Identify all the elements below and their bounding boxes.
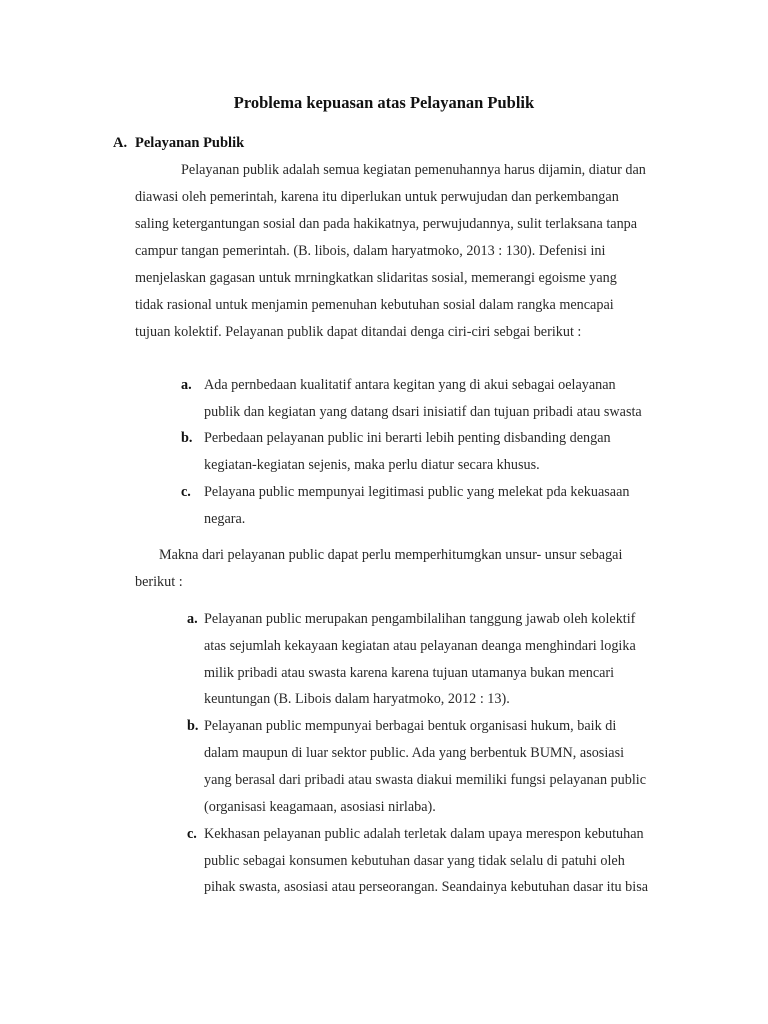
paragraph-line: campur tangan pemerintah. (B. libois, dalam haryatmoko, 2013 : 130). Defenisi ini	[135, 243, 606, 259]
list-item-line: Pelayana public mempunyai legitimasi public yang melekat pda kekuasaan	[204, 484, 630, 500]
list-item-label: b.	[187, 718, 199, 734]
section-heading	[113, 135, 244, 152]
paragraph-line: tidak rasional untuk menjamin pemenuhan kebutuhan sosial dalam rangka mencapai	[135, 297, 614, 313]
section-title: Pelayanan Publik	[135, 135, 245, 151]
list-item-label: c.	[181, 484, 191, 500]
paragraph-line: menjelaskan gagasan untuk mrningkatkan slidaritas sosial, memerangi egoisme yang	[135, 270, 617, 286]
list-item-line: pihak swasta, asosiasi atau perseorangan. Seandainya kebutuhan dasar itu bisa	[204, 879, 649, 895]
paragraph-line: berikut :	[135, 574, 183, 590]
list-item-line: dalam maupun di luar sektor public. Ada yang berbentuk BUMN, asosiasi	[204, 745, 625, 761]
list-item-line: milik pribadi atau swasta karena karena tujuan utamanya bukan mencari	[204, 665, 615, 681]
section-label: A.	[113, 135, 128, 151]
list-item-label: a.	[181, 377, 192, 393]
paragraph-line: Makna dari pelayanan public dapat perlu memperhitumgkan unsur- unsur sebagai	[159, 547, 623, 563]
paragraph-line: tujuan kolektif. Pelayanan publik dapat ditandai denga ciri-ciri sebgai berikut :	[135, 324, 582, 340]
list-item-line: Pelayanan public mempunyai berbagai bentuk organisasi hukum, baik di	[204, 718, 617, 734]
paragraph-line: diawasi oleh pemerintah, karena itu diperlukan untuk perwujudan dan perkembangan	[135, 189, 619, 205]
paragraph-line: saling ketergantungan sosial dan pada hakikatnya, perwujudannya, sulit terlaksana tanpa	[135, 216, 638, 232]
list-item-line: Kekhasan pelayanan public adalah terletak dalam upaya merespon kebutuhan	[204, 826, 644, 842]
list-item-line: Perbedaan pelayanan public ini berarti lebih penting disbanding dengan	[204, 430, 611, 446]
list-item-line: negara.	[204, 511, 246, 527]
paragraph-line: Pelayanan publik adalah semua kegiatan pemenuhannya harus dijamin, diatur dan	[181, 162, 646, 178]
list-item-label: b.	[181, 430, 193, 446]
list-item-line: Ada pernbedaan kualitatif antara kegitan yang di akui sebagai oelayanan	[204, 377, 616, 393]
list-item-line: yang berasal dari pribadi atau swasta diakui memiliki fungsi pelayanan public	[204, 772, 647, 788]
document-title: Problema kepuasan atas Pelayanan Publik	[233, 93, 535, 112]
list-item-line: keuntungan (B. Libois dalam haryatmoko, 2012 : 13).	[204, 691, 510, 707]
list-item-label: a.	[187, 611, 198, 627]
list-item-line: atas sejumlah kekayaan kegiatan atau pelayanan deanga menghindari logika	[204, 638, 636, 654]
list-item-line: (organisasi keagamaan, asosiasi nirlaba).	[204, 799, 436, 815]
list-item-label: c.	[187, 826, 197, 842]
list-item-line: Pelayanan public merupakan pengambilalihan tanggung jawab oleh kolektif	[204, 611, 636, 627]
list-item-line: publik dan kegiatan yang datang dsari inisiatif dan tujuan pribadi atau swasta	[204, 404, 642, 420]
list-item-line: kegiatan-kegiatan sejenis, maka perlu diatur secara khusus.	[204, 457, 540, 473]
list-item-line: public sebagai konsumen kebutuhan dasar yang tidak selalu di patuhi oleh	[204, 853, 625, 869]
